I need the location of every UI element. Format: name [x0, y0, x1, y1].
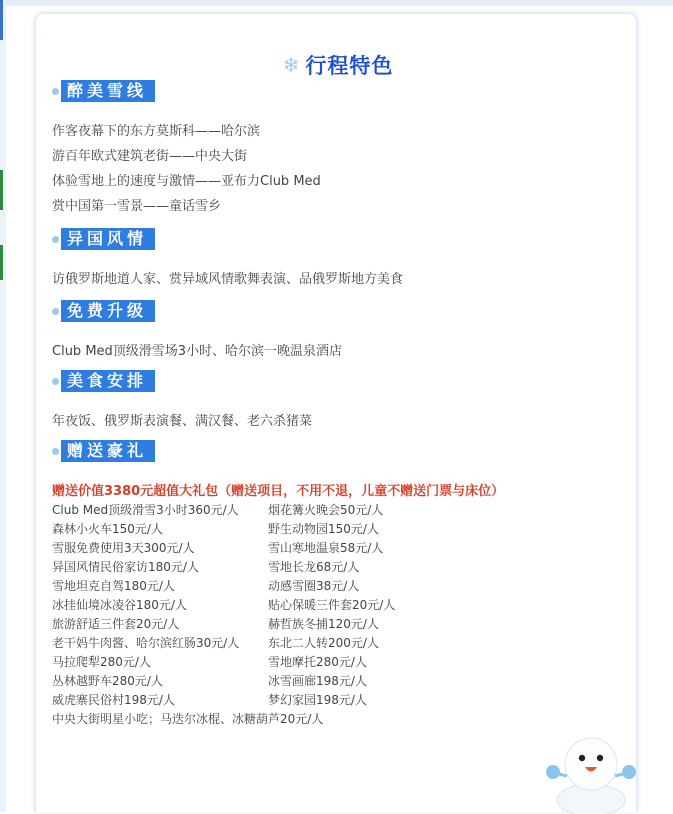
snowman-mascot-icon: [541, 714, 641, 814]
gift-item: 异国风情民俗家访180元/人: [52, 560, 199, 574]
gift-item: 冰挂仙境冰凌谷180元/人: [52, 598, 187, 612]
gift-item: 雪服免费使用3天300元/人: [52, 541, 195, 555]
top-border-strip: [0, 0, 673, 6]
gift-item: 雪地坦克自驾180元/人: [52, 579, 175, 593]
gift-item: 森林小火车150元/人: [52, 522, 163, 536]
gift-item: 雪地长龙68元/人: [268, 560, 360, 574]
gift-item: 雪山寒地温泉58元/人: [268, 541, 384, 555]
section-heading-label: 醉美雪线: [61, 80, 155, 102]
feature-line: 作客夜幕下的东方莫斯科——哈尔滨: [52, 124, 261, 139]
gift-item: 贴心保暖三件套20元/人: [268, 598, 396, 612]
gift-item: 马拉爬犁280元/人: [52, 655, 151, 669]
feature-line: 体验雪地上的速度与激情——亚布力Club Med: [52, 174, 321, 189]
gift-package-title: 赠送价值3380元超值大礼包（赠送项目，不用不退，儿童不赠送门票与床位）: [52, 484, 505, 499]
left-edge-mark: [0, 170, 3, 210]
gift-last-line: 中央大街明星小吃；马迭尔冰棍、冰糖葫芦20元/人: [52, 712, 324, 726]
section-heading-label: 美食安排: [61, 370, 155, 392]
gift-item: 烟花篝火晚会50元/人: [268, 503, 384, 517]
gift-item: 野生动物园150元/人: [268, 522, 379, 536]
feature-line: 访俄罗斯地道人家、赏异域风情歌舞表演、品俄罗斯地方美食: [52, 272, 404, 287]
gift-item: 冰雪画廊198元/人: [268, 674, 367, 688]
bullet-dot-icon: [52, 88, 59, 95]
bullet-dot-icon: [52, 378, 59, 385]
gift-item: 梦幻家园198元/人: [268, 693, 367, 707]
gift-item: 东北二人转200元/人: [268, 636, 379, 650]
gift-item: Club Med顶级滑雪3小时360元/人: [52, 503, 239, 517]
feature-line: 赏中国第一雪景——童话雪乡: [52, 199, 222, 214]
feature-line: 游百年欧式建筑老街——中央大街: [52, 149, 248, 164]
gift-item: 动感雪圈38元/人: [268, 579, 360, 593]
gift-item: 旅游舒适三件套20元/人: [52, 617, 180, 631]
section-heading-label: 免费升级: [61, 300, 155, 322]
feature-line: Club Med顶级滑雪场3小时、哈尔滨一晚温泉酒店: [52, 344, 343, 359]
gift-item: 威虎寨民俗村198元/人: [52, 693, 175, 707]
gift-item: 赫哲族冬捕120元/人: [268, 617, 379, 631]
gift-item: 雪地摩托280元/人: [268, 655, 367, 669]
bullet-dot-icon: [52, 308, 59, 315]
bullet-dot-icon: [52, 448, 59, 455]
gift-item: 丛林越野车280元/人: [52, 674, 163, 688]
title-row: [36, 50, 640, 80]
gift-item: 老干妈牛肉酱、哈尔滨红肠30元/人: [52, 636, 240, 650]
section-heading-label: 赠送豪礼: [61, 440, 155, 462]
left-edge-mark: [0, 0, 3, 40]
feature-line: 年夜饭、俄罗斯表演餐、满汉餐、老六杀猪菜: [52, 414, 313, 429]
left-edge-strip: [0, 0, 6, 812]
feature-card: [34, 12, 638, 812]
bullet-dot-icon: [52, 236, 59, 243]
snowflake-icon: ❄: [282, 53, 300, 77]
section-heading-label: 异国风情: [61, 228, 155, 250]
left-edge-mark: [0, 245, 3, 280]
page-title: 行程特色: [305, 54, 394, 78]
